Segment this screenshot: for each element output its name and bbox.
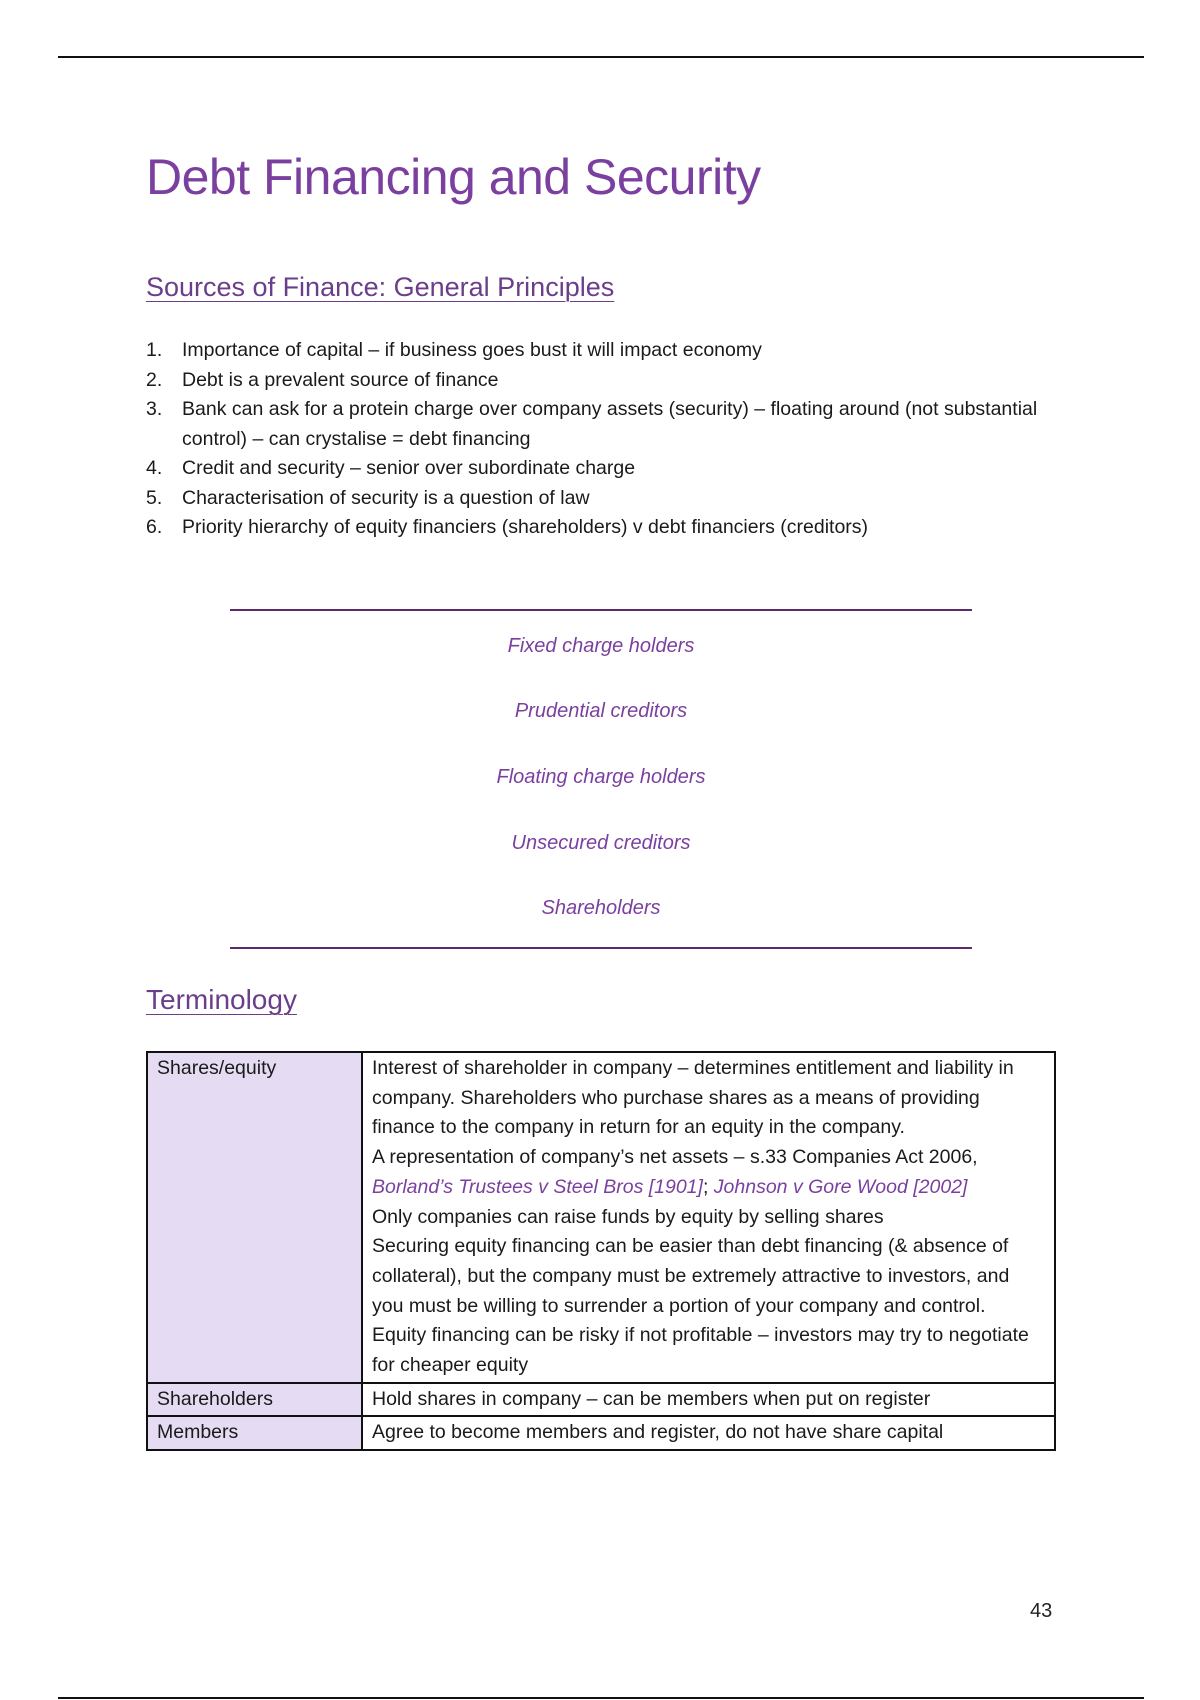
term-cell: Members xyxy=(147,1416,362,1450)
list-item-number: 1. xyxy=(146,339,163,361)
principles-list xyxy=(146,336,1046,543)
list-item xyxy=(146,366,1046,396)
list-item-text: Debt is a prevalent source of finance xyxy=(182,368,499,391)
hierarchy-item-floating-charge: Floating charge holders xyxy=(496,766,706,788)
definition-cell xyxy=(362,1052,1055,1383)
list-item xyxy=(146,513,1046,543)
definition-paragraph-with-cases xyxy=(372,1143,1044,1202)
priority-hierarchy xyxy=(230,609,972,949)
list-item xyxy=(146,395,1046,454)
list-item-text: Bank can ask for a protein charge over company assets (security) – floating around (not substantial control) – can crystalise = debt financing xyxy=(182,398,1038,450)
term-cell: Shareholders xyxy=(147,1383,362,1417)
table-row xyxy=(147,1383,1055,1417)
list-item-text: Credit and security – senior over subordinate charge xyxy=(182,457,636,479)
table-row xyxy=(147,1052,1055,1383)
list-item-number: 5. xyxy=(146,486,163,509)
list-item-text: Priority hierarchy of equity financiers (shareholders) v debt financiers (creditors) xyxy=(182,516,869,538)
case-citation: Borland’s Trustees v Steel Bros [1901] xyxy=(372,1175,703,1198)
definition-paragraph: Interest of shareholder in company – determines entitlement and liability in company. Shareholders who purchase shares as a means of providing finance to the company in return for an equity in the company. xyxy=(372,1057,1014,1139)
list-item xyxy=(146,484,1046,514)
list-item-text: Characterisation of security is a question of law xyxy=(182,486,590,509)
list-item-number: 2. xyxy=(146,368,163,391)
definition-text: A representation of company’s net assets – s.33 Companies Act 2006, xyxy=(372,1146,978,1169)
bottom-rule xyxy=(58,1697,1144,1699)
hierarchy-item-unsecured-creditors: Unsecured creditors xyxy=(511,832,691,854)
hierarchy-item-prudential-creditors: Prudential creditors xyxy=(514,700,688,722)
definition-cell: Agree to become members and register, do not have share capital xyxy=(362,1416,1055,1450)
table-row xyxy=(147,1416,1055,1450)
list-item-number: 4. xyxy=(146,457,163,479)
list-item-number: 3. xyxy=(146,398,163,420)
definition-paragraph: Only companies can raise funds by equity by selling shares xyxy=(372,1205,884,1228)
terminology-table xyxy=(146,1051,1056,1451)
page-title: Debt Financing and Security xyxy=(146,149,761,205)
section-heading-terminology: Terminology xyxy=(146,984,297,1015)
hierarchy-item-shareholders: Shareholders xyxy=(541,897,661,919)
list-item-text: Importance of capital – if business goes bust it will impact economy xyxy=(182,339,762,361)
hierarchy-item-fixed-charge: Fixed charge holders xyxy=(507,635,695,657)
list-item xyxy=(146,454,1046,484)
list-item xyxy=(146,336,1046,366)
term-cell: Shares/equity xyxy=(147,1052,362,1383)
section-heading-sources: Sources of Finance: General Principles xyxy=(146,272,615,302)
top-rule xyxy=(58,56,1144,58)
case-citation: Johnson v Gore Wood [2002] xyxy=(713,1175,968,1198)
case-separator: ; xyxy=(702,1175,709,1198)
definition-cell: Hold shares in company – can be members when put on register xyxy=(362,1383,1055,1417)
page-number: 43 xyxy=(1030,1600,1053,1622)
list-item-number: 6. xyxy=(146,516,163,538)
definition-paragraph: Securing equity financing can be easier than debt financing (& absence of collateral), but the company must be extremely attractive to investors, and you must be willing to surrender a portion of your company and control. Equity financing can be risky if not profitable – investors may try to negotiate for cheaper equity xyxy=(372,1235,1029,1377)
